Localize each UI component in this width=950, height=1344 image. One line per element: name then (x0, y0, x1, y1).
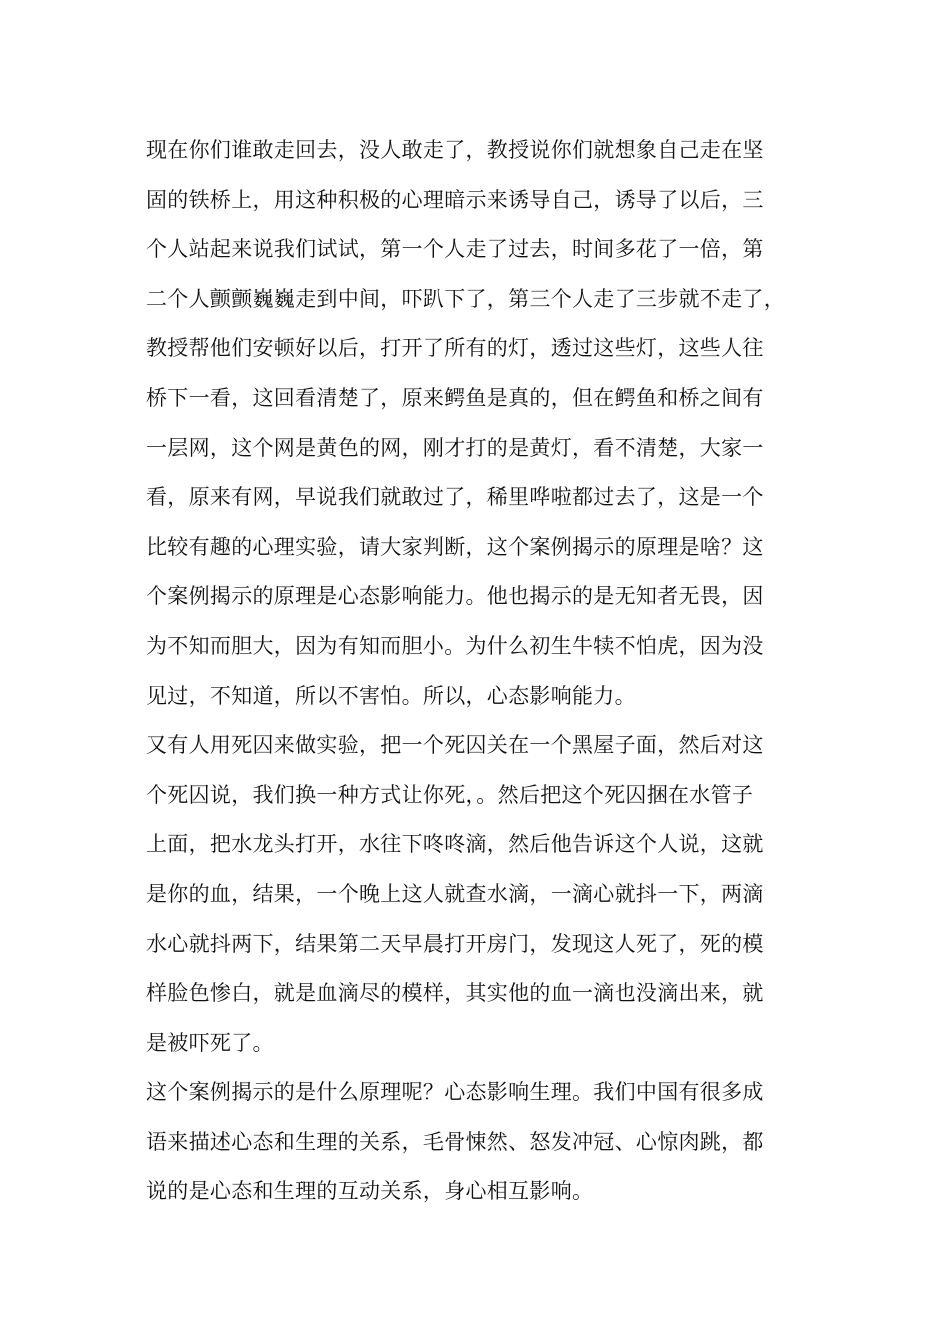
text-line: 教授帮他们安顿好以后，打开了所有的灯，透过这些灯，这些人往 (146, 336, 764, 361)
document-page (146, 126, 822, 1217)
text-line: 是你的血，结果，一个晚上这人就查水滴，一滴心就抖一下，两滴 (146, 881, 764, 906)
text-line: 水心就抖两下，结果第二天早晨打开房门，发现这人死了，死的模 (146, 931, 764, 956)
text-line: 个案例揭示的原理是心态影响能力。他也揭示的是无知者无畏，因 (146, 584, 764, 609)
text-line: 为不知而胆大，因为有知而胆小。为什么初生牛犊不怕虎，因为没 (146, 633, 764, 658)
text-line: 上面，把水龙头打开，水往下咚咚滴，然后他告诉这个人说，这就 (146, 832, 764, 857)
text-line: 桥下一看，这回看清楚了，原来鳄鱼是真的，但在鳄鱼和桥之间有 (146, 385, 764, 410)
text-line: 一层网，这个网是黄色的网，刚才打的是黄灯，看不清楚，大家一 (146, 435, 764, 460)
text-line: 语来描述心态和生理的关系，毛骨悚然、怒发冲冠、心惊肉跳，都 (146, 1129, 764, 1154)
text-line: 这个案例揭示的是什么原理呢？心态影响生理。我们中国有很多成 (146, 1080, 764, 1105)
text-line: 二个人颤颤巍巍走到中间，吓趴下了，第三个人走了三步就不走了， (146, 286, 785, 311)
text-line: 固的铁桥上，用这种积极的心理暗示来诱导自己，诱导了以后，三 (146, 187, 764, 212)
text-line: 比较有趣的心理实验，请大家判断，这个案例揭示的原理是啥？这 (146, 534, 764, 559)
text-line: 看，原来有网，早说我们就敢过了，稀里哗啦都过去了，这是一个 (146, 485, 764, 510)
text-line: 说的是心态和生理的互动关系，身心相互影响。 (146, 1179, 594, 1204)
text-line: 个死囚说，我们换一种方式让你死，。然后把这个死囚捆在水管子 (146, 782, 754, 807)
text-line: 见过，不知道，所以不害怕。所以，心态影响能力。 (146, 683, 636, 708)
text-line: 现在你们谁敢走回去，没人敢走了，教授说你们就想象自己走在坚 (146, 138, 764, 162)
text-line: 是被吓死了。 (146, 1030, 274, 1055)
text-line: 样脸色惨白，就是血滴尽的模样，其实他的血一滴也没滴出来，就 (146, 981, 764, 1006)
text-line: 又有人用死囚来做实验，把一个死囚关在一个黑屋子面，然后对这 (146, 733, 764, 758)
text-line: 个人站起来说我们试试，第一个人走了过去，时间多花了一倍，第 (146, 237, 764, 262)
